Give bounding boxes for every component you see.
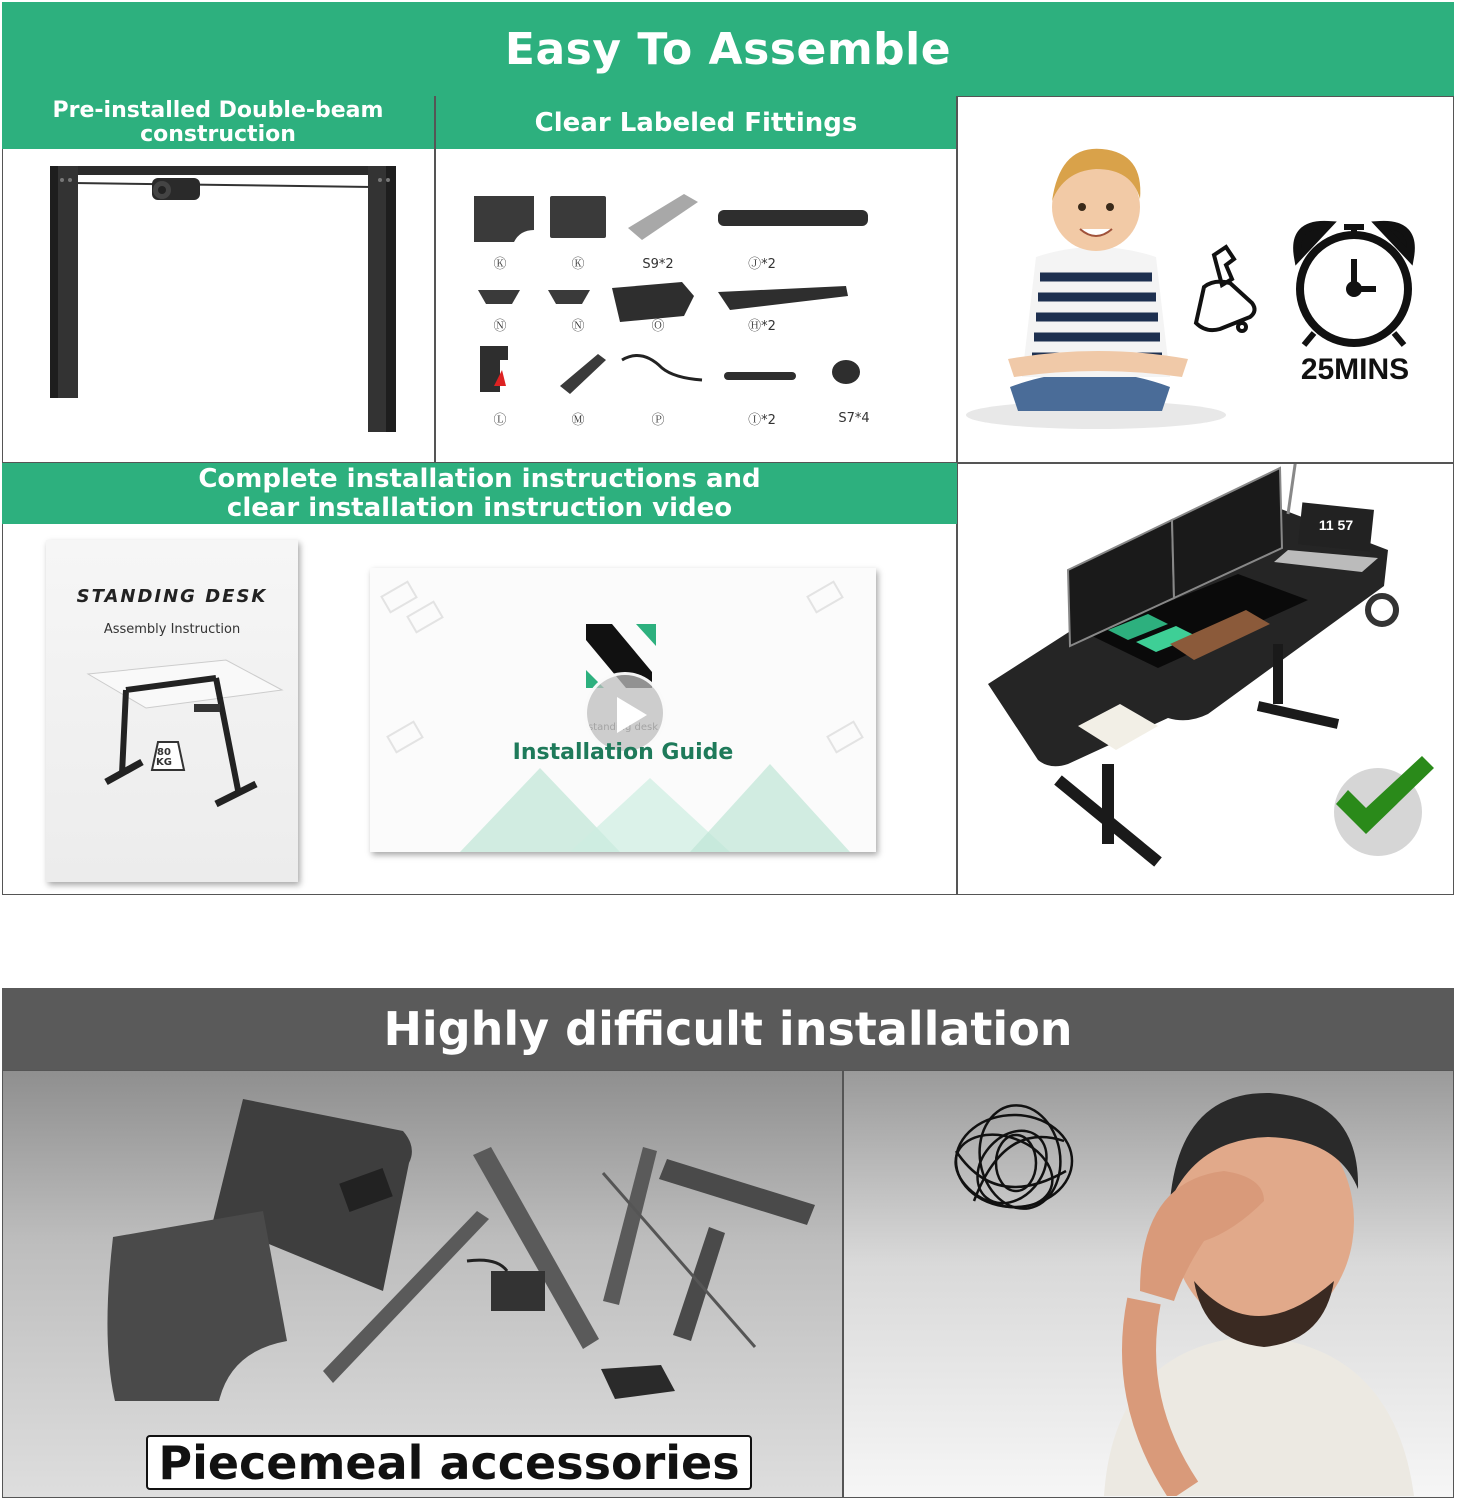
alarm-clock-icon [1297, 225, 1411, 345]
frustrated-man-panel [843, 1070, 1454, 1498]
fit-label-6: Ⓞ [651, 319, 665, 334]
pieces-label [146, 1435, 752, 1490]
fitting-s9 [628, 194, 698, 240]
manual-desk-illustration [66, 650, 286, 830]
fitting-h [718, 286, 848, 310]
frustrated-man-illustration [844, 1071, 1452, 1496]
bottom-title: Highly difficult installation [383, 1002, 1073, 1056]
fit-label-8: Ⓛ [493, 413, 507, 428]
loose-parts-illustration [3, 1071, 841, 1496]
fittings-illustration [436, 150, 956, 462]
fitting-i [724, 372, 796, 380]
fitting-n-right [548, 290, 590, 304]
fit-label-3: Ⓙ*2 [748, 257, 776, 272]
fitting-k-right [550, 196, 606, 238]
fitting-j [718, 210, 868, 226]
manual-cover [46, 540, 298, 882]
manual-subtitle: Assembly Instruction [103, 622, 241, 637]
laptop-clock: 11 57 [1318, 517, 1354, 533]
wrench-hand-icon [1196, 247, 1255, 331]
fit-label-10: Ⓟ [651, 413, 665, 428]
fit-label-9: Ⓜ [571, 413, 585, 428]
fitting-m [560, 354, 606, 394]
top-title: Easy To Assemble [504, 23, 952, 75]
pieces-label-text: Piecemeal accessories [158, 1435, 740, 1490]
desk-setup-illustration [958, 464, 1453, 894]
fit-label-12: S7*4 [838, 411, 870, 426]
kid-illustration [958, 97, 1453, 462]
tangled-scribble-icon [945, 1099, 1072, 1220]
fit-label-7: Ⓗ*2 [748, 319, 776, 334]
fitting-n-left [478, 290, 520, 304]
fit-label-11: Ⓘ*2 [748, 413, 776, 428]
fittings-header-text: Clear Labeled Fittings [534, 107, 858, 138]
fit-label-2: S9*2 [642, 257, 674, 272]
fit-label-5: Ⓝ [571, 319, 585, 334]
time-label: 25MINS [1300, 353, 1410, 386]
beam-header-text: Pre-installed Double-beam construction [52, 97, 384, 147]
fit-label-0: Ⓚ [493, 257, 507, 272]
instructions-header [2, 463, 957, 524]
fitting-p-cable [622, 356, 702, 381]
kid-photo [966, 149, 1226, 429]
video-title: Installation Guide [512, 740, 734, 765]
pieces-panel [2, 1070, 843, 1498]
video-thumbnail[interactable] [370, 568, 876, 852]
manual-weight: 80 KG [156, 747, 172, 768]
bottom-banner [2, 988, 1454, 1070]
instructions-header-text: Complete installation instructions and clear installation instruction video [198, 463, 761, 523]
play-icon [617, 697, 647, 733]
manual-title: STANDING DESK [76, 586, 268, 607]
fittings-header [436, 96, 956, 149]
fitting-s7 [832, 360, 860, 384]
desk-frame-illustration [2, 150, 434, 462]
top-banner [2, 2, 1454, 96]
fitting-o-controller [612, 282, 694, 322]
beam-header [2, 96, 434, 149]
fitting-k-left [474, 196, 534, 242]
fit-label-1: Ⓚ [571, 257, 585, 272]
fit-label-4: Ⓝ [493, 319, 507, 334]
